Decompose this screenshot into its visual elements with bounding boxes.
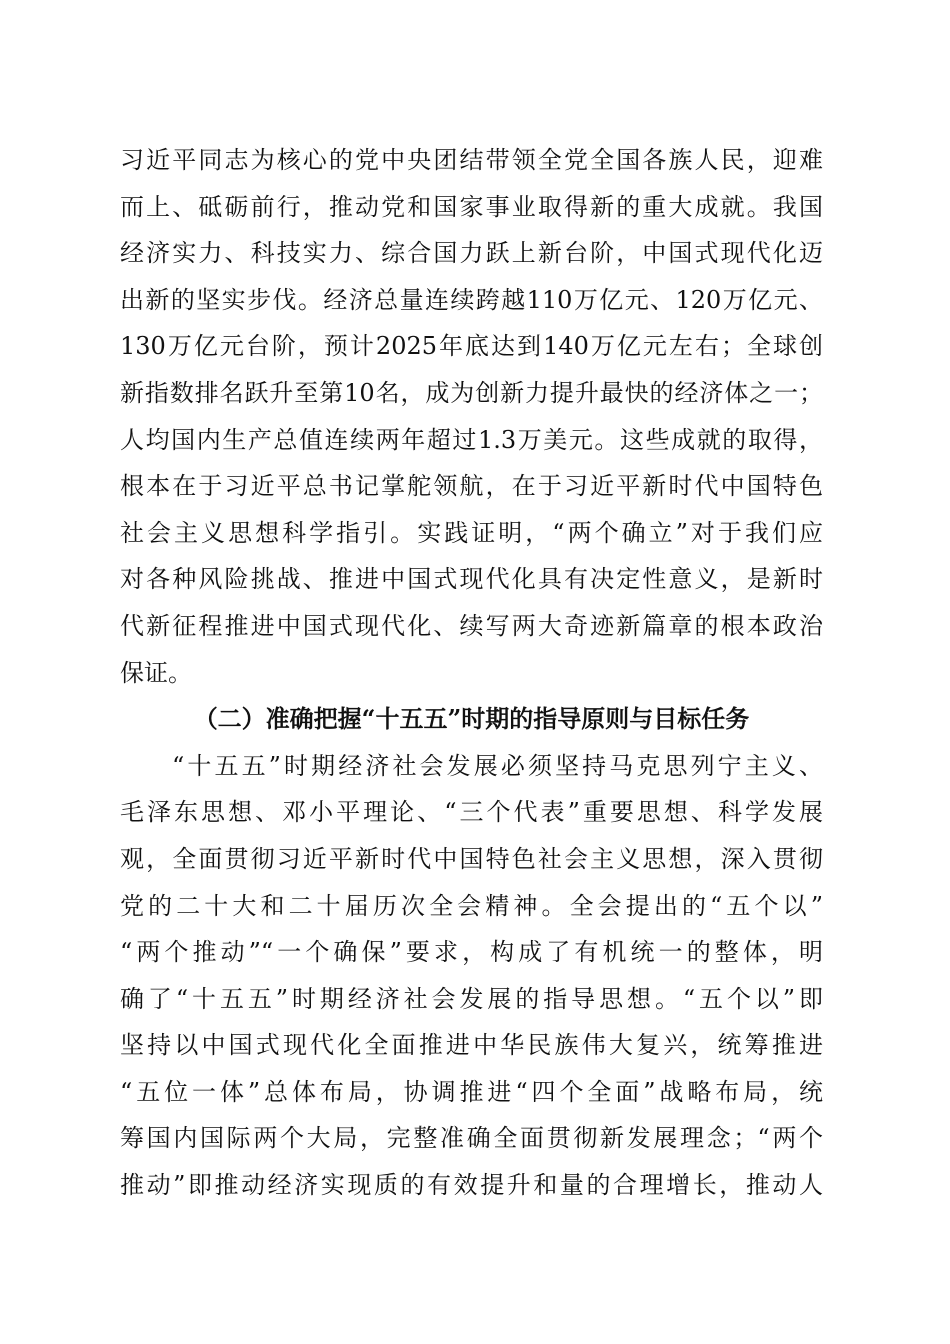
- text-line: 毛泽东思想、邓小平理论、“三个代表”重要思想、科学发展: [120, 798, 823, 827]
- text-line: 社会主义思想科学指引。实践证明，“两个确立”对于我们应: [120, 518, 823, 547]
- text-line: “十五五”时期经济社会发展必须坚持马克思列宁主义、: [172, 751, 823, 780]
- section-heading: （二）准确把握“十五五”时期的指导原则与目标任务: [193, 704, 750, 734]
- text-line: 新指数排名跃升至第10名，成为创新力提升最快的经济体之一；: [120, 378, 823, 407]
- text-line: 出新的坚实步伐。经济总量连续跨越110万亿元、120万亿元、: [120, 285, 823, 314]
- text-line: 坚持以中国式现代化全面推进中华民族伟大复兴，统筹推进: [120, 1031, 823, 1060]
- text-line: 根本在于习近平总书记掌舵领航，在于习近平新时代中国特色: [120, 472, 823, 501]
- text-line: 保证。: [120, 658, 192, 687]
- paragraph-guiding-principles: [120, 743, 823, 1209]
- text-line: 观，全面贯彻习近平新时代中国特色社会主义思想，深入贯彻: [120, 844, 823, 873]
- text-line: “两个推动”“一个确保”要求，构成了有机统一的整体，明: [120, 938, 823, 967]
- text-line: 筹国内国际两个大局，完整准确全面贯彻新发展理念；“两个: [120, 1124, 823, 1153]
- text-line: 而上、砥砺前行，推动党和国家事业取得新的重大成就。我国: [120, 192, 823, 221]
- text-line: 人均国内生产总值连续两年超过1.3万美元。这些成就的取得，: [120, 425, 823, 454]
- text-line: 经济实力、科技实力、综合国力跃上新台阶，中国式现代化迈: [120, 239, 823, 268]
- paragraph-achievements: [120, 137, 823, 696]
- text-line: 对各种风险挑战、推进中国式现代化具有决定性意义，是新时: [120, 565, 823, 594]
- text-line: 习近平同志为核心的党中央团结带领全党全国各族人民，迎难: [120, 146, 823, 174]
- document-page: [120, 137, 823, 1209]
- text-line: “五位一体”总体布局，协调推进“四个全面”战略布局，统: [120, 1077, 823, 1106]
- text-line: 130万亿元台阶，预计2025年底达到140万亿元左右；全球创: [120, 332, 823, 361]
- text-line: 党的二十大和二十届历次全会精神。全会提出的“五个以”: [120, 891, 823, 920]
- text-line: 推动”即推动经济实现质的有效提升和量的合理增长，推动人: [120, 1171, 823, 1200]
- text-line: 确了“十五五”时期经济社会发展的指导思想。“五个以”即: [120, 984, 823, 1013]
- text-line: 代新征程推进中国式现代化、续写两大奇迹新篇章的根本政治: [120, 611, 823, 640]
